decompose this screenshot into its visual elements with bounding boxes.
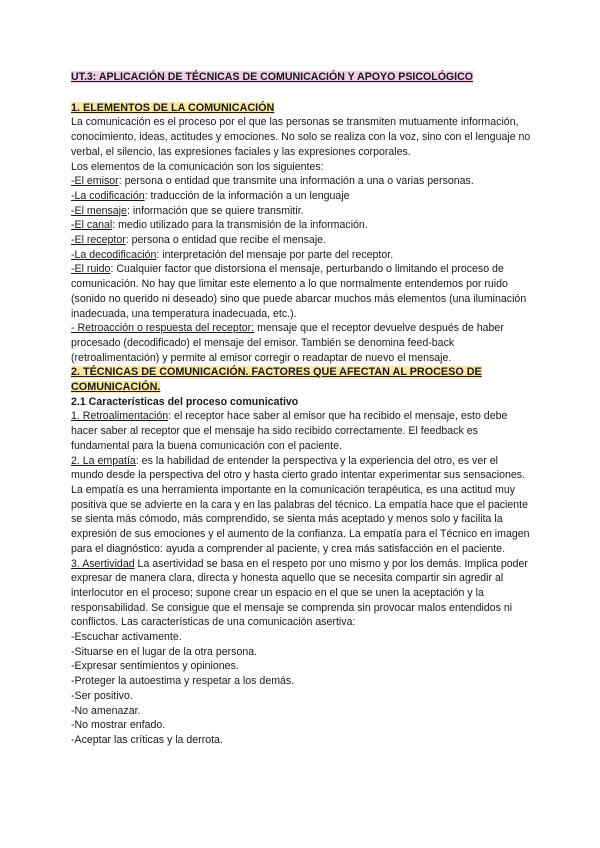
- empathy-paragraph: La empatía es una herramienta importante en la comunicación terapéutica, es una actitud muy positiva que se advierte en la cara y en las palabras del técnico. La empatía hace que el paciente se sienta más cómodo, más comprendido, se sienta más aceptado y menos solo y facilita la expresión de sus emociones y el aumento de la confianza. La empatía para el Técnico en imagen para el diagnóstico: ayuda a comprender al paciente, y crea más satisfacción en el paciente.: [71, 483, 530, 555]
- element-term: -El ruido: [71, 263, 111, 276]
- item-retroalimentacion: [71, 409, 533, 453]
- element-receptor: [71, 233, 533, 248]
- elements-list-intro: Los elementos de la comunicación son los siguientes:: [71, 160, 324, 173]
- section-1-intro: La comunicación es el proceso por el que las personas se transmiten mutuamente información, conocimiento, ideas, actitudes y emociones. No solo se realiza con la voz, sino con el lenguaje no verbal, el silencio, las expresiones faciales y las expresiones corporales.: [71, 116, 531, 158]
- element-emisor: [71, 174, 533, 189]
- assertive-list-item: -Situarse en el lugar de la otra persona.: [71, 645, 258, 658]
- assertive-list-item: -Expresar sentimientos y opiniones.: [71, 660, 239, 673]
- item-term: 3. Asertividad: [71, 557, 135, 570]
- assertive-list-item: -Proteger la autoestima y respetar a los demás.: [71, 675, 295, 688]
- section-1-heading: 1. ELEMENTOS DE LA COMUNICACIÓN: [71, 101, 275, 114]
- assertive-list-item: -No amenazar.: [71, 704, 141, 717]
- element-definition: : persona o entidad que transmite una información a una o varias personas.: [118, 175, 474, 188]
- item-asertividad: [71, 557, 533, 631]
- element-term: -El receptor: [71, 234, 126, 247]
- element-canal: [71, 218, 533, 233]
- assertive-list-item: -Ser positivo.: [71, 689, 133, 702]
- element-term: -El canal: [71, 219, 113, 232]
- section-2-heading: 2. TÉCNICAS DE COMUNICACIÓN. FACTORES QUE AFECTAN AL PROCESO DE COMUNICACIÓN.: [71, 366, 482, 394]
- element-definition: : interpretación del mensaje por parte del receptor.: [156, 248, 394, 261]
- element-definition: : persona o entidad que recibe el mensaje.: [125, 234, 327, 247]
- element-term: -El mensaje: [71, 204, 127, 217]
- item-definition: : es la habilidad de entender la perspectiva y la experiencia del otro, es ver el mundo desde la perspectiva del otro y hasta cierto grado intentar experimentar sus sensaciones.: [71, 454, 526, 482]
- title-line: [71, 70, 533, 85]
- subsection-2-1-heading: 2.1 Características del proceso comunicativo: [71, 395, 299, 408]
- element-decodificacion: [71, 248, 533, 263]
- spacer: [71, 85, 533, 101]
- assertive-list-item: -Escuchar activamente.: [71, 631, 182, 644]
- element-definition: : Cualquier factor que distorsiona el mensaje, perturbando o limitando el proceso de comunicación. No hay que limitar este elemento a lo que normalmente entendemos por ruido (sonido no querido ni deseado) sino que puede abarcar muchos más elementos (una iluminación inadecuada, una temperatura inadecuada, etc.).: [71, 263, 527, 320]
- element-codificacion: [71, 189, 533, 204]
- element-term: -La codificación: [71, 189, 145, 202]
- item-term: 2. La empatía: [71, 454, 136, 467]
- element-term: - Retroacción o respuesta del receptor:: [71, 322, 255, 335]
- element-definition: : traducción de la información a un lenguaje: [144, 189, 350, 202]
- element-mensaje: [71, 204, 533, 219]
- section-2-heading-line: [71, 365, 533, 394]
- item-definition: : el receptor hace saber al emisor que ha recibido el mensaje, esto debe hacer saber al receptor que el mensaje ha sido recibido correctamente. El feedback es fundamental para la buena comunicación con el paciente.: [71, 410, 508, 452]
- item-definition: La asertividad se basa en el respeto por uno mismo y por los demás. Implica poder expresar de manera clara, directa y honesta aquello que se necesita compartir sin agredir al interlocutor en el proceso; supone crear un espacio en el que se unen la aceptación y la responsabilidad. Se consigue que el mensaje se comprenda sin provocar malos entendidos ni conflictos. Las características de una comunicación asertiva:: [71, 557, 528, 629]
- element-ruido: [71, 262, 533, 321]
- element-definition: : medio utilizado para la transmisión de la información.: [112, 219, 368, 232]
- assertive-list-item: -Aceptar las críticas y la derrota.: [71, 733, 223, 746]
- item-term: 1. Retroalimentación: [71, 410, 169, 423]
- document-title: UT.3: APLICACIÓN DE TÉCNICAS DE COMUNICACIÓN Y APOYO PSICOLÓGICO: [71, 71, 474, 83]
- element-term: -El emisor: [71, 175, 119, 188]
- element-definition: mensaje que el receptor devuelve después de haber procesado (decodificado) el mensaje del emisor. También se denomina feed-back (retroalimentación) y permite al emisor corregir o readaptar de nuevo el mensaje.: [71, 322, 504, 364]
- element-definition: : información que se quiere transmitir.: [126, 204, 304, 217]
- element-term: -La decodificación: [71, 248, 157, 261]
- item-empatia: [71, 454, 533, 483]
- document-body: [71, 70, 533, 748]
- element-retroaccion: [71, 321, 533, 365]
- assertive-list-item: -No mostrar enfado.: [71, 719, 166, 732]
- section-1-heading-line: [71, 101, 533, 116]
